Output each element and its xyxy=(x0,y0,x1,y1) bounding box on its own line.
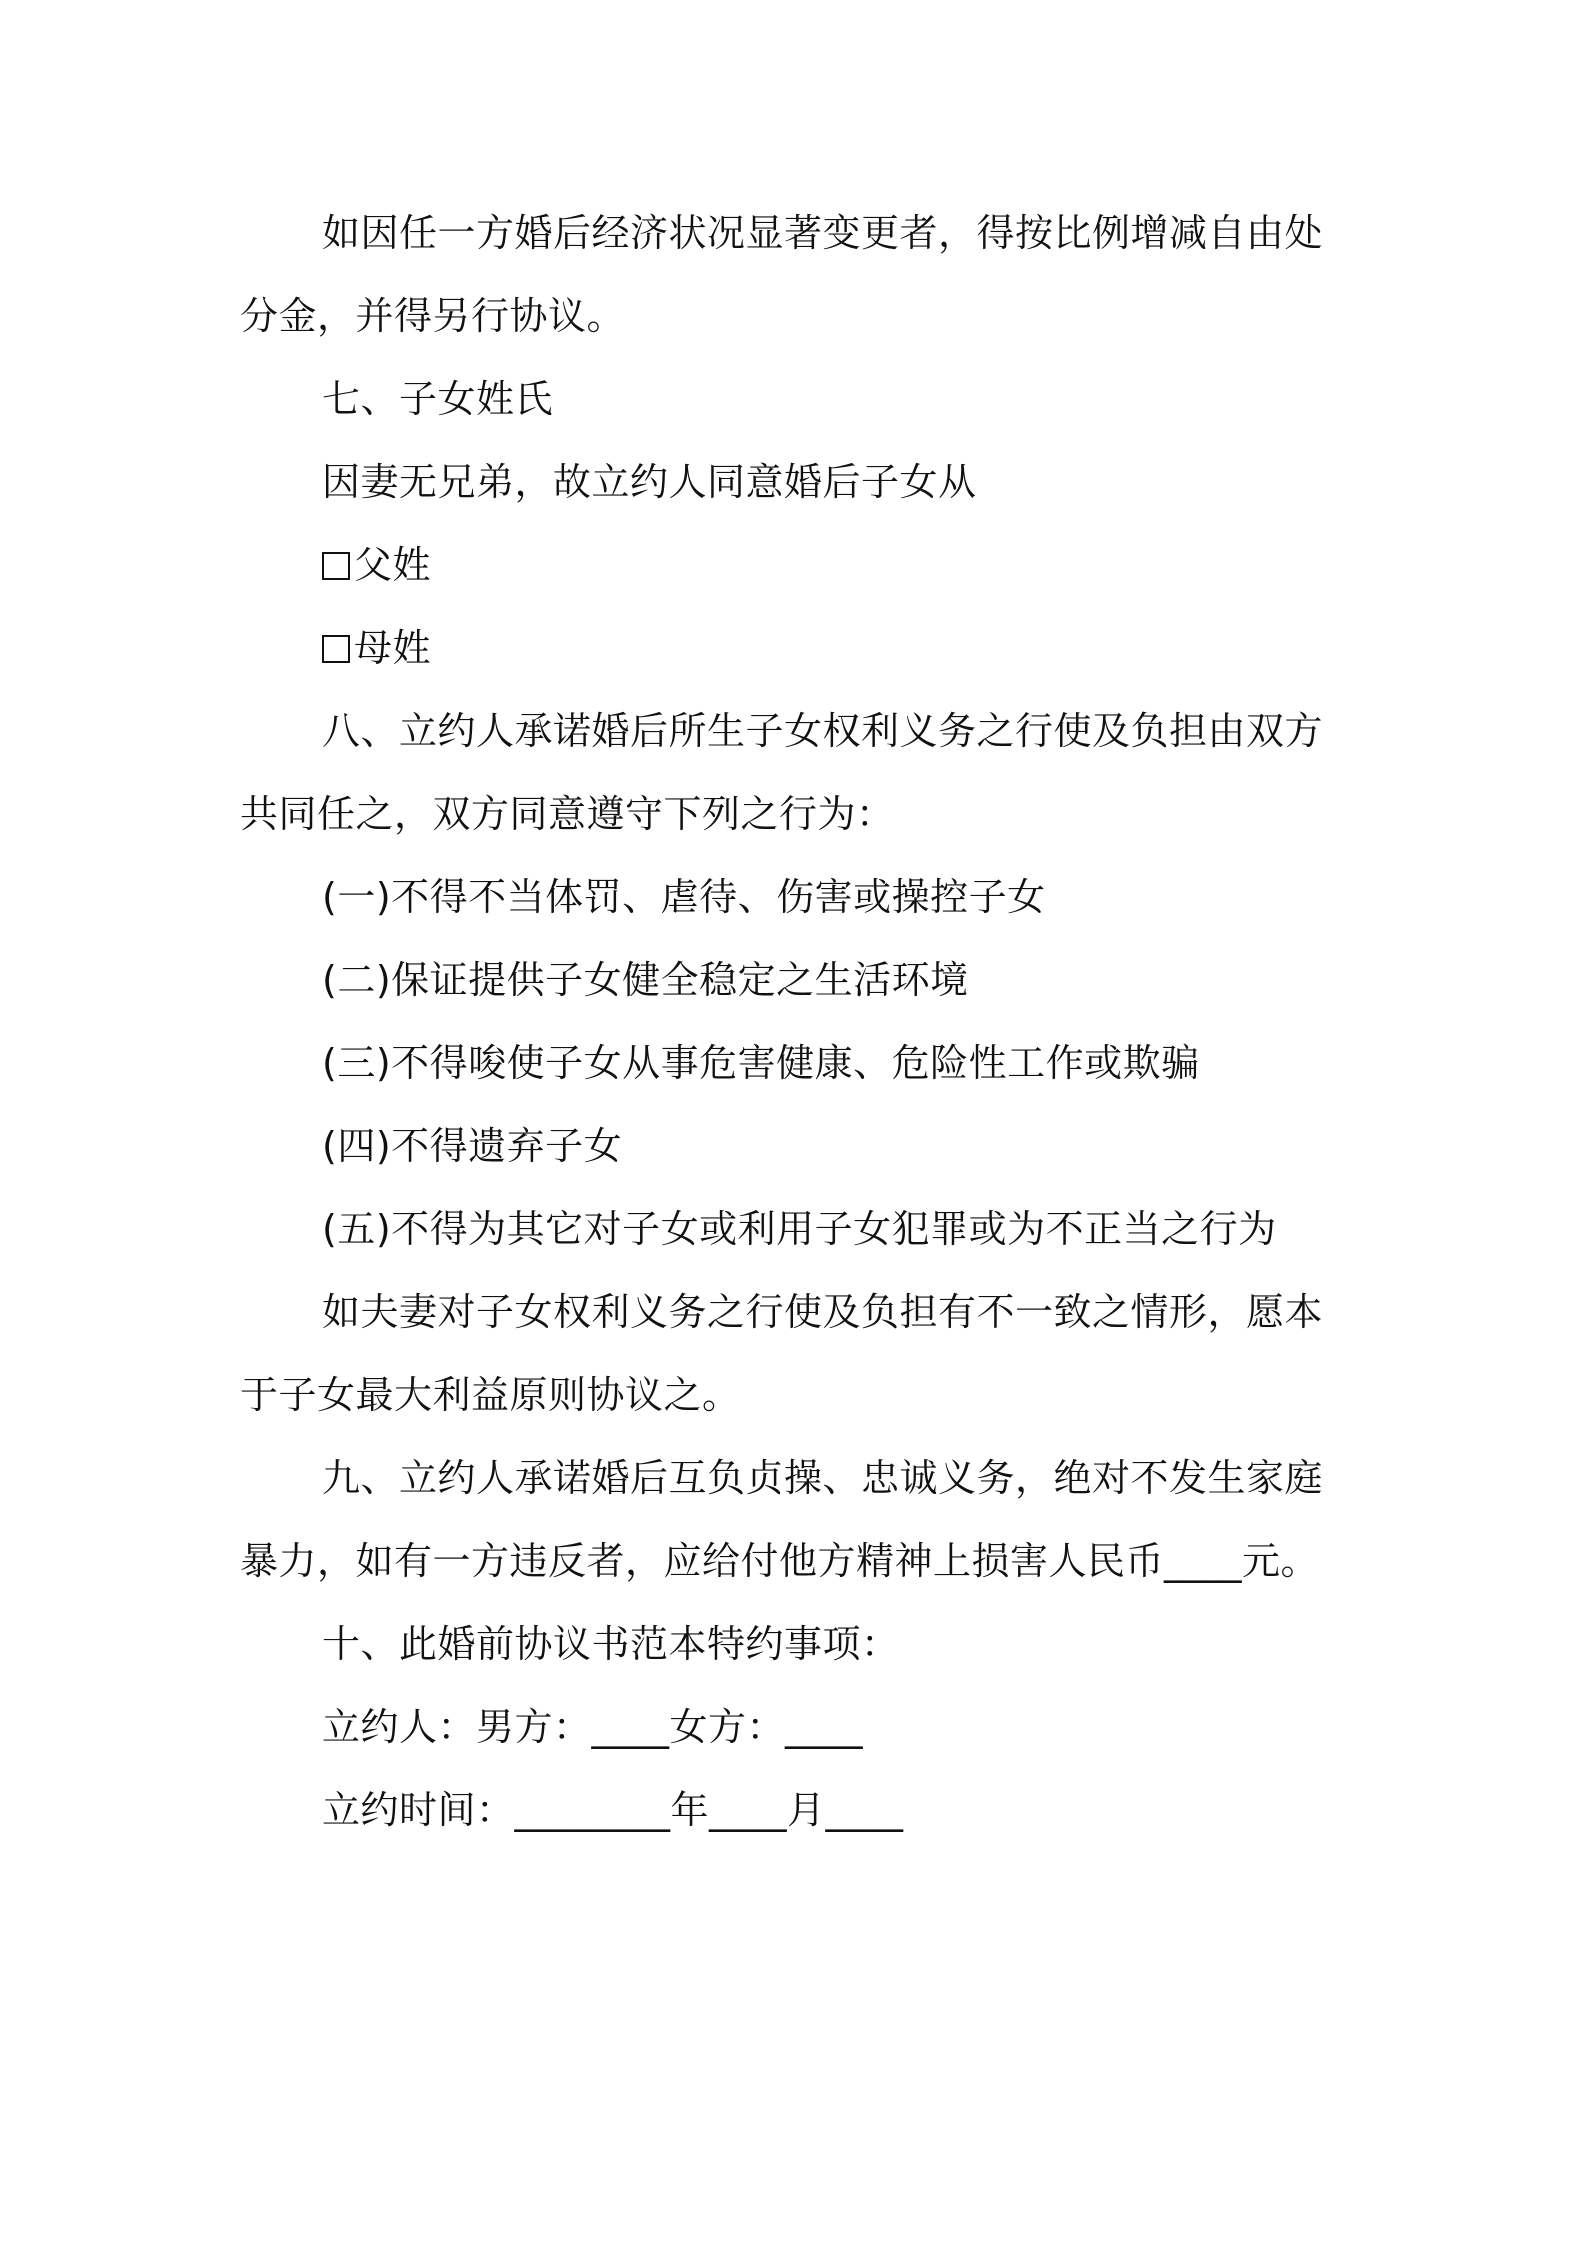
date-line: 立约时间：________年____月____ xyxy=(322,1788,904,1832)
checkbox-father[interactable] xyxy=(322,552,350,580)
paragraph-asset-change: 如因任一方婚后经济状况显著变更者，得按比例增减自由处分金，并得另行协议。 xyxy=(240,211,1324,338)
list-item-2: (二)保证提供子女健全稳定之生活环境 xyxy=(322,958,969,1002)
document-body xyxy=(240,192,1360,1852)
label-mother-surname: 母姓 xyxy=(354,626,432,670)
option-father-surname[interactable] xyxy=(240,524,1360,607)
list-item-1: (一)不得不当体罚、虐待、伤害或操控子女 xyxy=(322,875,1046,919)
list-item-4: (四)不得遗弃子女 xyxy=(322,1124,623,1168)
label-father-surname: 父姓 xyxy=(354,543,432,587)
heading-children-surname: 七、子女姓氏 xyxy=(322,377,554,421)
list-item-3: (三)不得唆使子女从事危害健康、危险性工作或欺骗 xyxy=(322,1041,1200,1085)
paragraph-child-rights: 八、立约人承诺婚后所生子女权利义务之行使及负担由双方共同任之，双方同意遵守下列之行为： xyxy=(240,709,1324,836)
paragraph-disagreement: 如夫妻对子女权利义务之行使及负担有不一致之情形，愿本于子女最大利益原则协议之。 xyxy=(240,1290,1324,1417)
paragraph-surname-choice: 因妻无兄弟，故立约人同意婚后子女从 xyxy=(322,460,977,504)
option-mother-surname[interactable] xyxy=(240,607,1360,690)
list-item-5: (五)不得为其它对子女或利用子女犯罪或为不正当之行为 xyxy=(322,1207,1277,1251)
signature-line: 立约人：男方：____女方：____ xyxy=(322,1705,864,1749)
paragraph-fidelity: 九、立约人承诺婚后互负贞操、忠诚义务，绝对不发生家庭暴力，如有一方违反者，应给付他方精神上损害人民币____元。 xyxy=(240,1456,1324,1583)
checkbox-mother[interactable] xyxy=(322,635,350,663)
heading-special-terms: 十、此婚前协议书范本特约事项： xyxy=(322,1622,900,1666)
